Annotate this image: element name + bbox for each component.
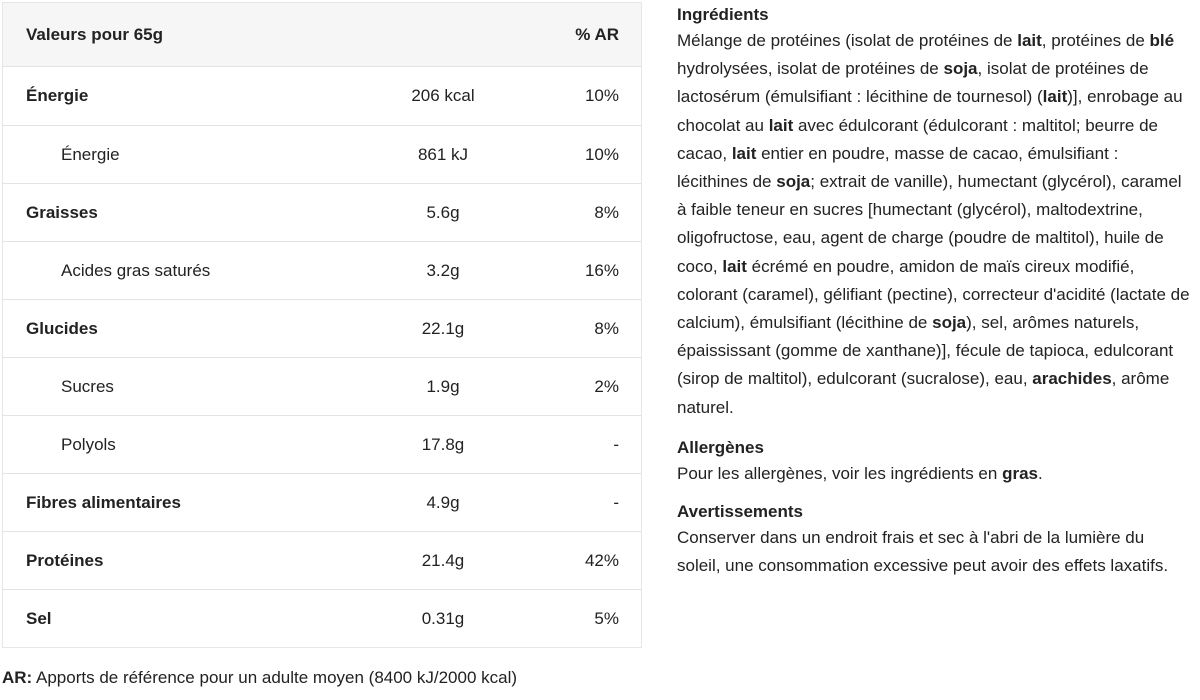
footnote	[2, 668, 517, 688]
allergen-highlight: lait	[731, 143, 757, 163]
nutrient-ar: 2%	[594, 376, 619, 396]
nutrient-value: 1.9g	[426, 376, 460, 396]
table-row	[3, 589, 641, 647]
spacer	[677, 422, 1192, 436]
ingredient-text-segment: ; extrait de vanille), humectant (glycérol), caramel à faible teneur en sucres [humectant (glycérol), maltodextrine, oligofructose, eau, agent de charge (poudre de maltitol), huile de coco,	[677, 172, 1182, 276]
warnings-title: Avertissements	[677, 502, 803, 522]
nutrient-value: 5.6g	[426, 202, 460, 222]
footnote-text: Apports de référence pour un adulte moyen (8400 kJ/2000 kcal)	[32, 668, 518, 687]
nutrient-value: 22.1g	[421, 318, 465, 338]
ingredient-text-segment: , protéines de	[1041, 31, 1150, 50]
allergens-text-after: .	[1038, 463, 1043, 483]
ingredient-text-segment: Mélange de protéines (isolat de protéines de	[677, 31, 1018, 50]
nutrient-name: Polyols	[61, 434, 116, 454]
ingredient-text-segment: , isolat de protéines de lactosérum (émulsifiant : lécithine de tournesol) (	[677, 59, 1149, 107]
allergens-text-before: Pour les allergènes, voir les ingrédients en	[677, 463, 1003, 483]
allergens-text	[677, 460, 1192, 488]
table-row	[3, 357, 641, 415]
nutrient-ar: -	[613, 434, 619, 454]
nutrient-ar: 42%	[584, 550, 619, 570]
table-row	[3, 415, 641, 473]
table-row	[3, 241, 641, 299]
nutrition-table-header	[3, 3, 641, 67]
nutrient-ar: 8%	[594, 202, 619, 222]
nutrient-value: 206 kcal	[411, 86, 475, 105]
nutrient-ar: 10%	[584, 86, 619, 105]
allergen-highlight: soja	[932, 313, 967, 333]
nutrient-value: 3.2g	[426, 260, 460, 280]
nutrient-name: Protéines	[26, 550, 104, 570]
nutrient-ar: -	[613, 492, 619, 512]
nutrient-name: Glucides	[26, 318, 98, 338]
table-row	[3, 67, 641, 125]
allergen-highlight: lait	[1017, 31, 1042, 50]
ingredient-text-segment: )], enrobage au chocolat au	[677, 87, 1183, 135]
nutrition-rows	[3, 67, 641, 647]
nutrient-ar: 8%	[594, 318, 619, 338]
allergen-highlight: soja	[776, 172, 811, 192]
ingredient-text-segment: avec édulcorant (édulcorant : maltitol; beurre de cacao,	[677, 115, 1159, 163]
allergens-title: Allergènes	[677, 437, 764, 457]
allergen-highlight: lait	[722, 256, 747, 276]
ingredient-text-segment: entier en poudre, masse de cacao, émulsifiant : lécithines de	[677, 143, 1119, 192]
table-row	[3, 125, 641, 183]
nutrient-value: 17.8g	[421, 434, 465, 454]
header-label: Valeurs pour 65g	[26, 24, 163, 44]
nutrient-name: Acides gras saturés	[61, 260, 211, 280]
nutrient-value: 861 kJ	[417, 144, 469, 164]
allergen-highlight: lait	[1042, 87, 1068, 107]
nutrient-name: Sucres	[61, 376, 114, 396]
ingredient-text-segment: ), sel, arômes naturels, épaississant (gomme de xanthane)], fécule de tapioca, edulcorant (sirop de maltitol), edulcorant (sucralose), eau,	[677, 313, 1174, 389]
ingredient-text-segment: hydrolysées, isolat de protéines de	[677, 59, 944, 79]
ingredients-title: Ingrédients	[677, 5, 769, 24]
table-row	[3, 299, 641, 357]
nutrient-ar: 16%	[584, 260, 619, 280]
product-info	[677, 3, 1192, 580]
ingredient-text-segment: écrémé en poudre, amidon de maïs cireux modifié, colorant (caramel), gélifiant (pectine), correcteur d'acidité (lactate de calcium), émulsifiant (lécithine de	[677, 256, 1190, 333]
allergen-highlight: soja	[943, 59, 978, 79]
nutrient-ar: 10%	[584, 144, 619, 164]
nutrient-name: Fibres alimentaires	[26, 492, 181, 512]
allergen-highlight: arachides	[1032, 369, 1112, 389]
nutrient-name: Sel	[26, 608, 52, 628]
ingredient-text-segment: , arôme naturel.	[677, 369, 1170, 417]
ingredients-text	[677, 27, 1192, 422]
table-row	[3, 473, 641, 531]
nutrient-ar: 5%	[594, 608, 619, 628]
nutrient-name: Énergie	[61, 144, 120, 164]
nutrient-name: Énergie	[26, 86, 89, 105]
nutrient-name: Graisses	[26, 202, 98, 222]
footnote-label: AR:	[2, 668, 33, 687]
table-row	[3, 183, 641, 241]
nutrient-value: 21.4g	[421, 550, 465, 570]
warnings-text: Conserver dans un endroit frais et sec à l'abri de la lumière du soleil, une consommation excessive peut avoir des effets laxatifs.	[677, 528, 1169, 576]
spacer	[677, 488, 1192, 500]
nutrient-value: 0.31g	[421, 608, 465, 628]
nutrient-value: 4.9g	[426, 492, 460, 512]
nutrition-table	[2, 2, 642, 648]
header-ar: % AR	[575, 24, 619, 44]
allergen-highlight: blé	[1149, 31, 1175, 50]
table-row	[3, 531, 641, 589]
allergens-bold: gras	[1002, 463, 1038, 483]
allergen-highlight: lait	[768, 115, 794, 135]
